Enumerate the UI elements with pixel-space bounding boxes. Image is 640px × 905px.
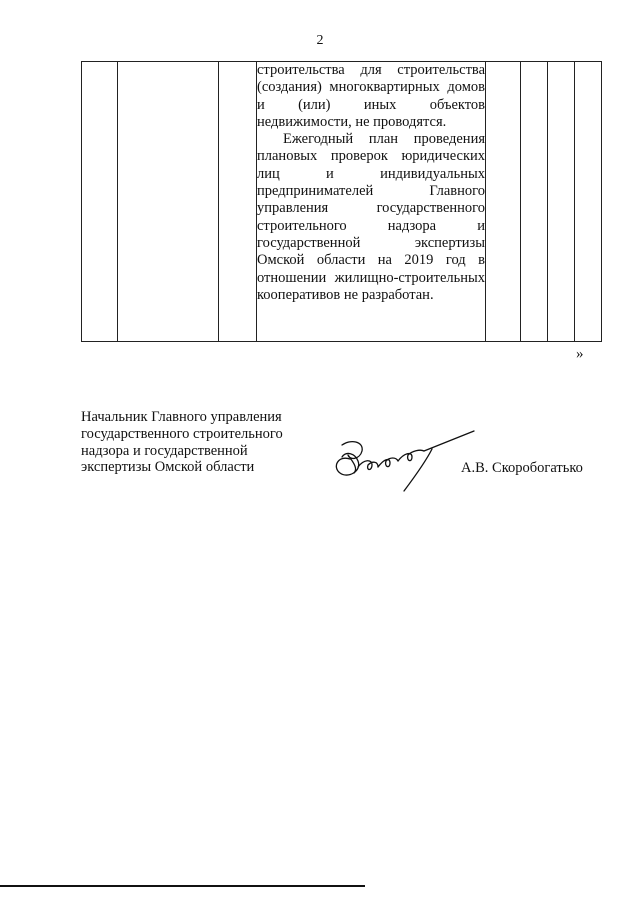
table-cell-empty: [486, 62, 521, 342]
signer-position-line: Начальник Главного управления: [81, 409, 282, 425]
continuation-paragraph: строительства для строительства (создания) многоквартирных домов и (или) иных объектов недвижимости, не проводятся.: [257, 62, 485, 130]
plan-paragraph: Ежегодный план проведения плановых проверок юридических лиц и индивидуальных предпринимателей Главного управления государственного строительного надзора и государственной экспертизы Омской области на 2019 год в отношении жилищно-строительных кооперативов не разработан.: [257, 131, 485, 303]
footer-divider: [0, 885, 365, 887]
signer-position-line: экспертизы Омской области: [81, 459, 255, 476]
table-cell-empty: [82, 62, 118, 342]
table-cell-text: [257, 62, 486, 342]
table-cell-empty: [219, 62, 257, 342]
closing-quote: »: [576, 346, 584, 362]
continuation-table: [81, 61, 602, 342]
signer-position-line: надзора и государственной: [81, 442, 248, 459]
table-cell-empty: [575, 62, 602, 342]
table-cell-empty: [548, 62, 575, 342]
table-row: [82, 62, 602, 342]
handwritten-signature: [328, 425, 478, 495]
signer-position-line: государственного строительного: [81, 425, 283, 442]
table-cell-empty: [521, 62, 548, 342]
page-number: 2: [316, 33, 324, 48]
signer-name: А.В. Скоробогатько: [461, 460, 583, 476]
table-cell-empty: [118, 62, 219, 342]
signer-position: [81, 409, 321, 476]
